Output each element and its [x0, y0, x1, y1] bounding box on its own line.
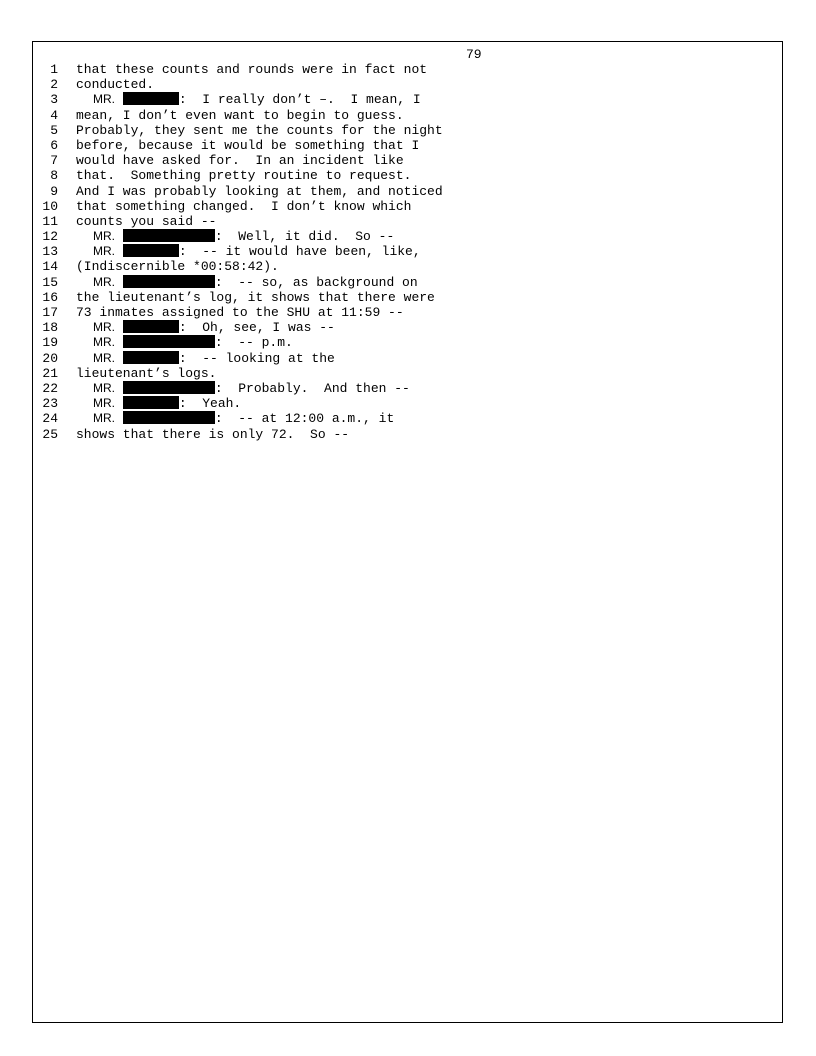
redaction-bar	[123, 92, 179, 105]
transcript-line	[34, 62, 774, 77]
line-number: 14	[42, 259, 58, 275]
line-number: 10	[42, 198, 58, 214]
transcript-line	[34, 153, 774, 168]
transcript-line	[34, 244, 774, 259]
line-number: 13	[42, 244, 58, 260]
line-text	[93, 381, 410, 396]
line-content: : -- p.m.	[214, 335, 293, 351]
speaker-label: MR.	[93, 229, 115, 244]
line-text	[76, 366, 216, 381]
transcript-line	[34, 259, 774, 274]
line-number: 25	[42, 426, 58, 442]
line-content: : Probably. And then --	[214, 380, 410, 396]
line-content: lieutenant’s logs.	[76, 365, 217, 381]
line-text	[76, 259, 279, 274]
transcript-line	[34, 320, 774, 335]
line-text	[76, 305, 404, 320]
line-content: conducted.	[76, 77, 155, 93]
redaction-bar	[123, 381, 215, 394]
line-number: 8	[50, 168, 58, 184]
line-number: 17	[42, 305, 58, 320]
speaker-label: MR.	[93, 335, 115, 350]
transcript-line	[34, 214, 774, 229]
redaction-bar	[123, 351, 179, 364]
line-number: 22	[42, 380, 58, 396]
line-number: 7	[50, 153, 58, 169]
line-number: 23	[42, 396, 58, 412]
line-text	[76, 77, 154, 92]
line-content: : Yeah.	[178, 396, 242, 412]
line-content: before, because it would be something that I	[76, 137, 420, 153]
line-content: that. Something pretty routine to request.	[76, 168, 412, 184]
line-number: 19	[42, 335, 58, 351]
line-text	[76, 290, 435, 305]
transcript-line	[34, 366, 774, 381]
line-number: 9	[50, 183, 58, 199]
line-number: 6	[50, 137, 58, 153]
redaction-bar	[123, 320, 179, 333]
line-text	[93, 229, 394, 244]
line-text	[93, 92, 421, 107]
transcript-line	[34, 275, 774, 290]
transcript-line	[34, 123, 774, 138]
line-content: : -- at 12:00 a.m., it	[214, 411, 395, 427]
line-text	[76, 214, 216, 229]
speaker-label: MR.	[93, 92, 115, 107]
line-content: mean, I don’t even want to begin to guess.	[76, 107, 404, 123]
transcript-line	[34, 411, 774, 426]
transcript-line	[34, 305, 774, 320]
line-content: : Oh, see, I was --	[178, 320, 335, 336]
line-text	[76, 153, 404, 168]
line-content: 73 inmates assigned to the SHU at 11:59 --	[76, 305, 404, 320]
line-text	[76, 62, 427, 77]
line-number: 2	[50, 77, 58, 93]
line-content: that something changed. I don’t know which	[76, 198, 412, 214]
line-content: (Indiscernible *00:58:42).	[76, 259, 279, 275]
speaker-label: MR.	[93, 274, 115, 289]
line-text	[93, 351, 335, 366]
line-content: shows that there is only 72. So --	[76, 426, 350, 442]
line-content: : Well, it did. So --	[214, 229, 395, 245]
line-content: the lieutenant’s log, it shows that there were	[76, 289, 435, 305]
line-content: : -- it would have been, like,	[178, 244, 421, 260]
speaker-label: MR.	[93, 411, 115, 426]
redaction-bar	[123, 229, 215, 242]
line-text	[93, 275, 418, 290]
transcript-line	[34, 184, 774, 199]
line-number: 4	[50, 107, 58, 123]
line-text	[93, 244, 421, 259]
line-text	[93, 411, 394, 426]
line-text	[76, 199, 411, 214]
transcript-line	[34, 335, 774, 350]
line-content: counts you said --	[76, 213, 217, 229]
line-text	[76, 138, 419, 153]
transcript-line	[34, 229, 774, 244]
page-number: 79	[466, 47, 482, 62]
speaker-label: MR.	[93, 244, 115, 259]
line-text	[76, 108, 404, 123]
transcript-line	[34, 396, 774, 411]
line-text	[93, 320, 335, 335]
line-number: 1	[50, 62, 58, 77]
transcript-line	[34, 351, 774, 366]
transcript-line	[34, 199, 774, 214]
line-text	[93, 396, 241, 411]
line-number: 12	[42, 229, 58, 245]
redaction-bar	[123, 411, 215, 424]
transcript-line	[34, 168, 774, 183]
line-text	[76, 184, 443, 199]
redaction-bar	[123, 244, 179, 257]
speaker-label: MR.	[93, 396, 115, 411]
speaker-label: MR.	[93, 350, 115, 365]
line-content: would have asked for. In an incident like	[76, 153, 404, 169]
line-content: And I was probably looking at them, and noticed	[76, 183, 443, 199]
line-number: 24	[42, 411, 58, 427]
transcript-line	[34, 427, 774, 442]
redaction-bar	[123, 396, 179, 409]
transcript-line	[34, 138, 774, 153]
transcript-line	[34, 92, 774, 107]
line-number: 3	[50, 92, 58, 108]
line-text	[76, 123, 443, 138]
line-number: 5	[50, 122, 58, 138]
line-text	[76, 427, 349, 442]
speaker-label: MR.	[93, 380, 115, 395]
line-number: 16	[42, 289, 58, 305]
line-text	[93, 335, 293, 350]
transcript-line	[34, 77, 774, 92]
transcript-line	[34, 381, 774, 396]
line-content: : -- so, as background on	[214, 274, 418, 290]
line-text	[76, 168, 411, 183]
line-number: 20	[42, 350, 58, 366]
line-content: that these counts and rounds were in fact not	[76, 62, 428, 77]
line-number: 18	[42, 320, 58, 336]
speaker-label: MR.	[93, 320, 115, 335]
line-content: : I really don’t –. I mean, I	[178, 92, 421, 108]
line-number: 15	[42, 274, 58, 290]
transcript-line	[34, 108, 774, 123]
line-content: Probably, they sent me the counts for the night	[76, 122, 443, 138]
redaction-bar	[123, 335, 215, 348]
line-number: 11	[42, 213, 58, 229]
transcript-line	[34, 290, 774, 305]
redaction-bar	[123, 275, 215, 288]
line-content: : -- looking at the	[178, 350, 335, 366]
line-number: 21	[42, 365, 58, 381]
transcript-lines	[34, 62, 774, 442]
